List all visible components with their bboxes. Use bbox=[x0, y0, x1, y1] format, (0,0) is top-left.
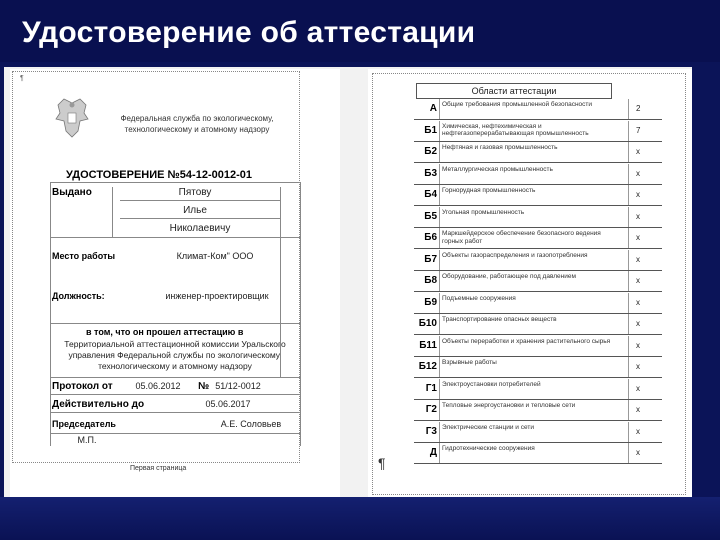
area-code: Б10 bbox=[418, 318, 437, 329]
area-row bbox=[414, 185, 662, 206]
slide-title-bar bbox=[0, 0, 720, 62]
column-border bbox=[439, 250, 440, 270]
area-row bbox=[414, 422, 662, 443]
column-border bbox=[439, 379, 440, 399]
coat-of-arms-icon bbox=[54, 97, 90, 139]
column-border bbox=[439, 400, 440, 420]
name-value: Илье bbox=[183, 205, 207, 216]
table-border bbox=[300, 182, 301, 446]
column-border bbox=[628, 443, 629, 463]
area-description: Гидротехнические сооружения bbox=[442, 445, 535, 452]
area-code: Б9 bbox=[424, 296, 437, 308]
area-description: Электрические станции и сети bbox=[442, 423, 534, 431]
area-description: Объекты переработки и хранения растительного сырья bbox=[442, 337, 611, 345]
issued-label: Выдано bbox=[52, 187, 92, 198]
protocol-no-label: № bbox=[198, 381, 210, 392]
page-footer: Первая страница bbox=[130, 465, 187, 472]
area-code: А bbox=[429, 103, 437, 114]
position-value: инженер-проектировщик bbox=[165, 291, 269, 301]
chairman-name: А.Е. Соловьев bbox=[220, 419, 282, 429]
statement-text: в том, что он прошел аттестацию в bbox=[86, 327, 244, 337]
column-border bbox=[628, 207, 629, 227]
underline bbox=[120, 200, 280, 201]
divider bbox=[50, 323, 300, 324]
area-code: Б4 bbox=[424, 189, 437, 200]
divider bbox=[50, 394, 300, 395]
column-border bbox=[628, 336, 629, 356]
divider bbox=[50, 412, 300, 413]
valid-until-date: 05.06.2017 bbox=[205, 399, 251, 409]
area-mark: x bbox=[636, 211, 640, 221]
area-mark: x bbox=[636, 147, 640, 156]
area-code: Б8 bbox=[424, 275, 437, 286]
column-border bbox=[628, 314, 629, 334]
column-border bbox=[439, 271, 440, 291]
area-mark: x bbox=[636, 254, 640, 264]
column-border bbox=[628, 379, 629, 399]
divider bbox=[50, 182, 300, 183]
bottom-band bbox=[0, 497, 720, 540]
surname-value: Пятову bbox=[178, 187, 212, 198]
column-border bbox=[628, 357, 629, 377]
column-border bbox=[628, 228, 629, 248]
certificate-page bbox=[10, 69, 340, 497]
area-description: Нефтяная и газовая промышленность bbox=[442, 144, 558, 151]
area-code: Г1 bbox=[425, 382, 437, 394]
area-mark: x bbox=[636, 448, 640, 457]
area-mark: 7 bbox=[636, 125, 641, 135]
area-code: Г3 bbox=[425, 425, 437, 437]
area-code: Б1 bbox=[424, 124, 437, 136]
area-row bbox=[414, 293, 662, 314]
attestation-areas-page bbox=[368, 69, 692, 497]
area-row bbox=[414, 314, 662, 335]
column-border bbox=[628, 293, 629, 313]
area-description: Тепловые энергоустановки и тепловые сети bbox=[442, 402, 576, 409]
divider bbox=[50, 377, 300, 378]
column-border bbox=[439, 228, 440, 248]
column-border bbox=[628, 99, 629, 119]
area-mark: x bbox=[636, 405, 640, 414]
table-border bbox=[50, 182, 51, 446]
area-description: Объекты газораспределения и газопотребления bbox=[442, 251, 588, 259]
area-code: Б11 bbox=[419, 339, 437, 351]
document-screenshot bbox=[4, 67, 692, 497]
column-border bbox=[439, 314, 440, 334]
area-code: Б2 bbox=[424, 146, 437, 157]
area-code: Г2 bbox=[425, 404, 437, 415]
area-code: Б5 bbox=[424, 210, 437, 222]
agency-name: Федеральная служба по экологическому, технологическому и атомному надзору bbox=[120, 114, 274, 134]
column-border bbox=[439, 121, 440, 141]
area-mark: x bbox=[636, 190, 640, 199]
column-border bbox=[628, 142, 629, 162]
commission-text: Территориальной аттестационной комиссии Уральского управления Федеральной службы по экологическому, технологическому и атомному надзору bbox=[64, 339, 286, 371]
area-description: Электроустановки потребителей bbox=[442, 380, 541, 388]
area-description: Транспортирование опасных веществ bbox=[442, 316, 557, 323]
area-row bbox=[414, 99, 662, 120]
area-row bbox=[414, 121, 662, 142]
table-border bbox=[280, 187, 281, 377]
workplace-label: Место работы bbox=[52, 251, 116, 261]
chairman-label: Председатель bbox=[52, 419, 116, 429]
area-row bbox=[414, 400, 662, 421]
column-border bbox=[439, 164, 440, 184]
workplace-value: Климат-Ком" ООО bbox=[176, 251, 254, 261]
area-description: Химическая, нефтехимическая и нефтегазоперерабатывающая промышленность bbox=[442, 122, 589, 137]
area-mark: x bbox=[636, 233, 640, 242]
column-border bbox=[628, 185, 629, 205]
area-description: Общие требования промышленной безопасности bbox=[442, 101, 593, 108]
area-description: Оборудование, работающее под давлением bbox=[442, 273, 576, 280]
column-border bbox=[628, 250, 629, 270]
area-description: Маркшейдерское обеспечение безопасного ведения горных работ bbox=[442, 230, 601, 245]
divider bbox=[50, 237, 300, 238]
area-row bbox=[414, 164, 662, 185]
column-border bbox=[439, 422, 440, 442]
column-border bbox=[628, 422, 629, 442]
column-border bbox=[628, 164, 629, 184]
area-row bbox=[414, 357, 662, 378]
area-description: Угольная промышленность bbox=[442, 208, 525, 216]
stamp-place: М.П. bbox=[77, 435, 97, 445]
area-mark: x bbox=[636, 319, 640, 328]
column-border bbox=[439, 142, 440, 162]
area-row bbox=[414, 379, 662, 400]
area-mark: x bbox=[636, 276, 640, 285]
area-row bbox=[414, 250, 662, 271]
column-border bbox=[439, 336, 440, 356]
area-mark: 2 bbox=[636, 104, 641, 113]
column-border bbox=[439, 185, 440, 205]
protocol-number: 51/12-0012 bbox=[215, 381, 261, 391]
area-code: Б3 bbox=[424, 167, 437, 179]
certificate-title: УДОСТОВЕРЕНИЕ №54-12-0012-01 bbox=[66, 169, 252, 181]
area-row bbox=[414, 271, 662, 292]
position-label: Должность: bbox=[52, 291, 105, 301]
area-mark: x bbox=[636, 340, 640, 350]
area-description: Горнорудная промышленность bbox=[442, 187, 536, 194]
column-border bbox=[439, 99, 440, 119]
column-border bbox=[628, 121, 629, 141]
paragraph-mark: ¶ bbox=[378, 455, 386, 471]
area-code: Б7 bbox=[424, 253, 437, 265]
patronymic-value: Николаевичу bbox=[169, 223, 231, 234]
column-border bbox=[439, 293, 440, 313]
column-border bbox=[628, 400, 629, 420]
area-mark: x bbox=[636, 383, 640, 393]
area-row bbox=[414, 207, 662, 228]
paragraph-mark: ¶ bbox=[20, 75, 24, 82]
area-row bbox=[414, 228, 662, 249]
protocol-date: 05.06.2012 bbox=[135, 381, 181, 391]
area-code: Д bbox=[429, 447, 437, 458]
table-border bbox=[112, 187, 113, 237]
area-row bbox=[414, 336, 662, 357]
area-code: Б12 bbox=[418, 361, 437, 372]
areas-header: Области аттестации bbox=[416, 83, 612, 99]
area-mark: x bbox=[636, 297, 640, 307]
divider bbox=[50, 433, 300, 434]
area-mark: x bbox=[636, 168, 640, 178]
area-mark: x bbox=[636, 362, 640, 371]
valid-until-label: Действительно до bbox=[52, 399, 145, 410]
area-row bbox=[414, 142, 662, 163]
column-border bbox=[628, 271, 629, 291]
column-border bbox=[439, 357, 440, 377]
area-code: Б6 bbox=[424, 232, 437, 243]
protocol-label: Протокол от bbox=[52, 381, 113, 392]
column-border bbox=[439, 207, 440, 227]
underline bbox=[120, 218, 280, 219]
area-description: Подъемные сооружения bbox=[442, 294, 516, 302]
slide-title: Удостоверение об аттестации bbox=[22, 16, 476, 49]
area-description: Взрывные работы bbox=[442, 359, 497, 366]
area-description: Металлургическая промышленность bbox=[442, 165, 553, 173]
area-row bbox=[414, 443, 662, 464]
area-mark: x bbox=[636, 426, 640, 436]
column-border bbox=[439, 443, 440, 463]
